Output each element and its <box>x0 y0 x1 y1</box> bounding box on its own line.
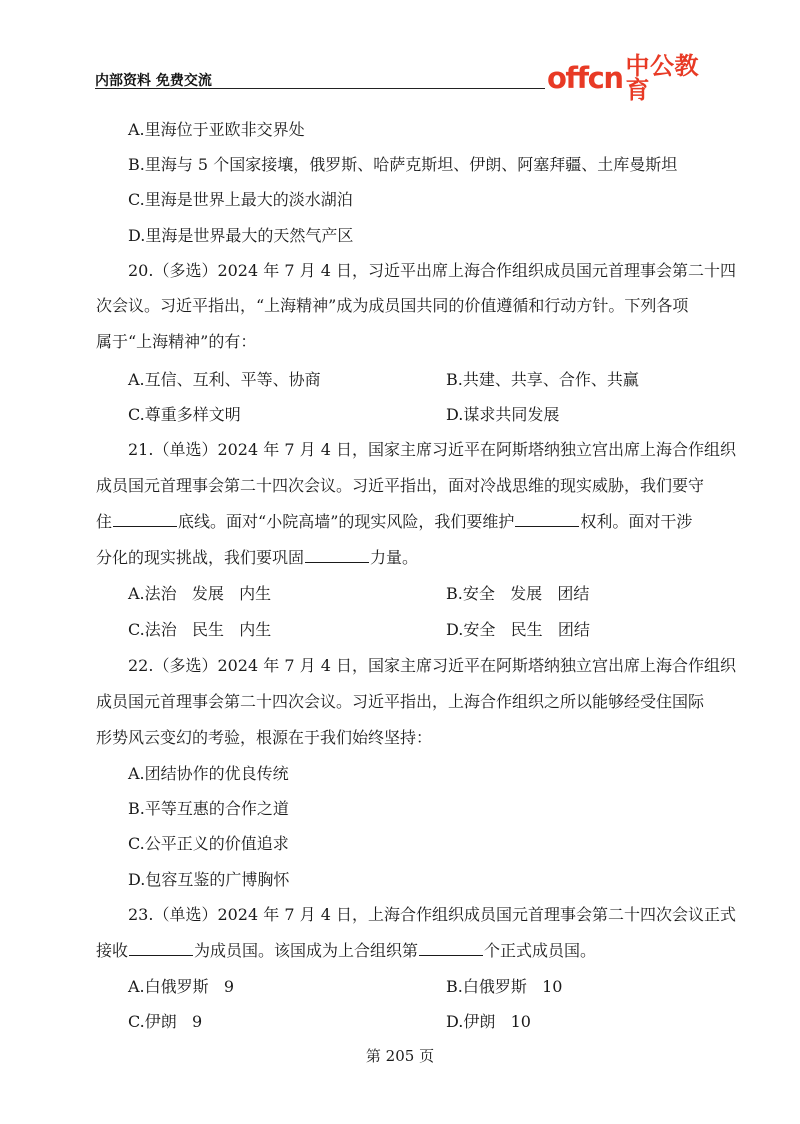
q22-option-b: B.平等互惠的合作之道 <box>128 799 289 818</box>
fill-blank <box>305 548 369 563</box>
q21-stem-line-3 <box>96 512 692 532</box>
q21-option-a: A.法治 发展 内生 <box>128 584 272 603</box>
q21-option-b: B.安全 发展 团结 <box>446 584 590 603</box>
q23-text-segment: 接收 <box>96 941 129 960</box>
q21-option-c: C.法治 民生 内生 <box>128 620 272 639</box>
fill-blank <box>515 512 579 527</box>
q23-option-b: B.白俄罗斯 10 <box>446 977 563 996</box>
q19-option-a: A.里海位于亚欧非交界处 <box>128 120 305 139</box>
logo-latin-text: offcn <box>547 60 623 95</box>
q19-option-d: D.里海是世界最大的天然气产区 <box>128 226 354 245</box>
fill-blank <box>419 941 483 956</box>
q21-text-segment: 权利。面对干涉 <box>580 512 693 531</box>
logo-chinese-text: 中公教育 <box>625 52 699 104</box>
q23-stem-line-2 <box>96 941 596 961</box>
q21-text-segment: 力量。 <box>370 548 419 567</box>
q21-option-d: D.安全 民生 团结 <box>446 620 590 639</box>
fill-blank <box>129 941 193 956</box>
q23-option-d: D.伊朗 10 <box>446 1012 531 1031</box>
q23-text-segment: 个正式成员国。 <box>484 941 597 960</box>
q23-text-segment: 为成员国。该国成为上合组织第 <box>194 941 419 960</box>
fill-blank <box>113 512 177 527</box>
q20-stem-line-1: 20.（多选）2024 年 7 月 4 日，习近平出席上海合作组织成员国元首理事会第二十四 <box>128 261 736 280</box>
q22-stem-line-1: 22.（多选）2024 年 7 月 4 日，国家主席习近平在阿斯塔纳独立宫出席上海合作组织 <box>128 656 736 675</box>
q21-text-segment: 分化的现实挑战，我们要巩固 <box>96 548 305 567</box>
q21-text-segment: 住 <box>96 512 113 531</box>
q22-option-c: C.公平正义的价值追求 <box>128 834 289 853</box>
q22-stem-line-2: 成员国元首理事会第二十四次会议。习近平指出，上海合作组织之所以能够经受住国际 <box>96 692 705 711</box>
q22-stem-line-3: 形势风云变幻的考验，根源在于我们始终坚持： <box>96 728 433 747</box>
q20-option-d: D.谋求共同发展 <box>446 405 560 424</box>
q19-option-c: C.里海是世界上最大的淡水湖泊 <box>128 190 353 209</box>
q21-stem-line-4 <box>96 548 418 568</box>
q22-option-d: D.包容互鉴的广博胸怀 <box>128 870 290 889</box>
q23-option-c: C.伊朗 9 <box>128 1012 203 1031</box>
q20-stem-line-2: 次会议。习近平指出，“上海精神”成为成员国共同的价值遵循和行动方针。下列各项 <box>96 296 689 315</box>
q21-stem-line-1: 21.（单选）2024 年 7 月 4 日，国家主席习近平在阿斯塔纳独立宫出席上海合作组织 <box>128 440 736 459</box>
q23-stem-line-1: 23.（单选）2024 年 7 月 4 日，上海合作组织成员国元首理事会第二十四次会议正式 <box>128 905 736 924</box>
q23-option-a: A.白俄罗斯 9 <box>128 977 235 996</box>
q20-stem-line-3: 属于“上海精神”的有： <box>96 332 257 351</box>
q20-option-b: B.共建、共享、合作、共赢 <box>446 370 639 389</box>
q20-option-a: A.互信、互利、平等、协商 <box>128 370 321 389</box>
q21-text-segment: 底线。面对“小院高墙”的现实风险，我们要维护 <box>178 512 515 531</box>
q21-stem-line-2: 成员国元首理事会第二十四次会议。习近平指出，面对冷战思维的现实威胁，我们要守 <box>96 476 705 495</box>
page-number: 第 205 页 <box>365 1047 435 1065</box>
q19-option-b: B.里海与 5 个国家接壤，俄罗斯、哈萨克斯坦、伊朗、阿塞拜疆、土库曼斯坦 <box>128 155 678 174</box>
q20-option-c: C.尊重多样文明 <box>128 405 241 424</box>
q22-option-a: A.团结协作的优良传统 <box>128 764 289 783</box>
header-caption: 内部资料 免费交流 <box>95 73 212 89</box>
